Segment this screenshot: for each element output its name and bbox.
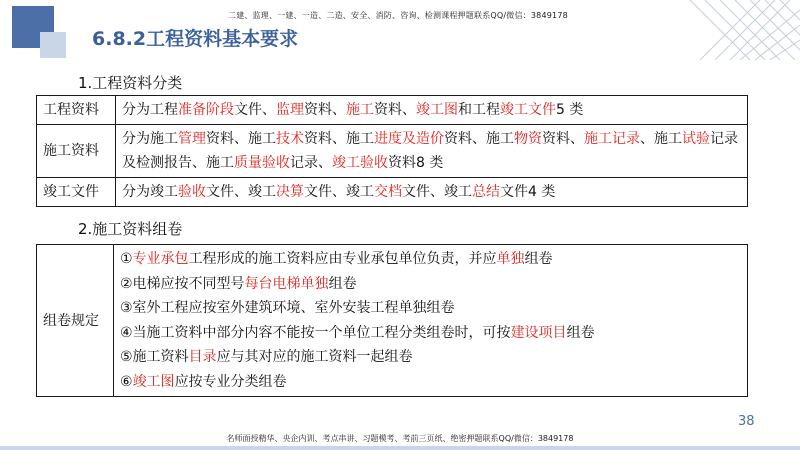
highlight-text: 施工记录	[584, 131, 640, 147]
rule-line	[120, 345, 741, 370]
body-text: 分为施工	[122, 131, 178, 147]
body-text: 资料、施工	[206, 131, 276, 147]
table-row	[37, 96, 748, 125]
highlight-text: 进度及造价	[374, 131, 444, 147]
rule-line	[120, 321, 741, 346]
highlight-text: 竣工图	[132, 373, 175, 390]
body-text: ⑥	[120, 373, 133, 390]
body-text: 应按专业分类组卷	[174, 373, 287, 390]
body-text: ②电梯应按不同型号	[120, 275, 245, 292]
page-number: 38	[738, 414, 755, 429]
body-text: 资料8 类	[388, 155, 444, 171]
decor-square-light	[40, 32, 66, 58]
footer-note: 名师面授精华、央企内训、考点串讲、习题模考、考前三页纸、绝密押题联系QQ/微信：3849178	[226, 434, 574, 443]
row-key: 竣工文件	[37, 178, 116, 207]
highlight-text: 建设项目	[510, 324, 567, 341]
highlight-text: 技术	[276, 131, 304, 147]
body-text: 文件、竣工	[402, 184, 472, 200]
body-text: 分为工程	[122, 102, 178, 118]
rule-line	[120, 272, 741, 297]
table-row	[37, 245, 748, 397]
body-text: 工程形成的施工资料应由专业承包单位负责，并应	[188, 251, 497, 267]
body-text: 记录及检测报告、施工	[122, 131, 738, 171]
highlight-text: 试验	[682, 131, 710, 147]
rule-line	[120, 296, 741, 321]
highlight-text: 总结	[472, 184, 500, 200]
body-text: 记录、	[290, 155, 332, 171]
page-title: 6.8.2工程资料基本要求	[92, 28, 299, 50]
highlight-text: 专业承包	[132, 251, 189, 267]
header-note: 二建、监理、一建、一造、二造、安全、消防、咨询、检测课程押题联系QQ/微信：3849178	[228, 11, 568, 20]
body-text: 组卷	[328, 275, 357, 292]
row-value	[116, 96, 748, 125]
highlight-text: 决算	[276, 184, 304, 200]
highlight-text: 目录	[188, 349, 217, 365]
highlight-text: 物资	[514, 131, 542, 147]
rules-cell	[114, 245, 748, 397]
highlight-text: 验收	[178, 184, 206, 200]
corner-grid-decoration	[680, 0, 800, 60]
highlight-text: 质量验收	[234, 155, 290, 171]
body-text: ④当施工资料中部分内容不能按一个单位工程分类组卷时，可按	[120, 324, 511, 341]
highlight-text: 施工	[346, 102, 374, 118]
body-text: ⑤施工资料	[120, 349, 189, 365]
row-key: 组卷规定	[37, 245, 114, 397]
section-heading-volume: 2.施工资料组卷	[78, 220, 183, 238]
highlight-text: 每台电梯单独	[244, 275, 329, 292]
rule-line	[120, 247, 741, 272]
highlight-text: 监理	[276, 102, 304, 118]
body-text: 文件、竣工	[206, 184, 276, 200]
body-text: 资料、施工	[444, 131, 514, 147]
row-value	[116, 125, 748, 178]
highlight-text: 管理	[178, 131, 206, 147]
row-key: 工程资料	[37, 96, 116, 125]
volume-rules-table	[36, 244, 748, 397]
section-heading-classification: 1.工程资料分类	[78, 74, 183, 92]
body-text: 资料、	[304, 102, 346, 118]
highlight-text: 竣工验收	[332, 155, 388, 171]
row-value	[116, 178, 748, 207]
body-text: ①	[120, 251, 133, 267]
highlight-text: 单独	[496, 251, 525, 267]
body-text: 组卷	[566, 324, 595, 341]
highlight-text: 交档	[374, 184, 402, 200]
classification-table	[36, 95, 748, 207]
highlight-text: 竣工图	[416, 102, 458, 118]
footer-bar	[0, 446, 800, 450]
body-text: 组卷	[524, 251, 553, 267]
body-text: 5 类	[556, 102, 584, 118]
highlight-text: 竣工文件	[500, 102, 556, 118]
body-text: 文件、	[234, 102, 276, 118]
row-key: 施工资料	[37, 125, 116, 178]
rule-line	[120, 370, 741, 395]
body-text: 、施工	[640, 131, 682, 147]
table-row	[37, 178, 748, 207]
table-row	[37, 125, 748, 178]
body-text: 资料、	[542, 131, 584, 147]
body-text: ③室外工程应按室外建筑环境、室外安装工程单独组卷	[120, 300, 455, 316]
body-text: 资料、施工	[304, 131, 374, 147]
body-text: 文件4 类	[500, 184, 556, 200]
body-text: 分为竣工	[122, 184, 178, 200]
body-text: 文件、竣工	[304, 184, 374, 200]
body-text: 和工程	[458, 102, 500, 118]
body-text: 应与其对应的施工资料一起组卷	[216, 349, 413, 365]
body-text: 资料、	[374, 102, 416, 118]
highlight-text: 准备阶段	[178, 102, 234, 118]
